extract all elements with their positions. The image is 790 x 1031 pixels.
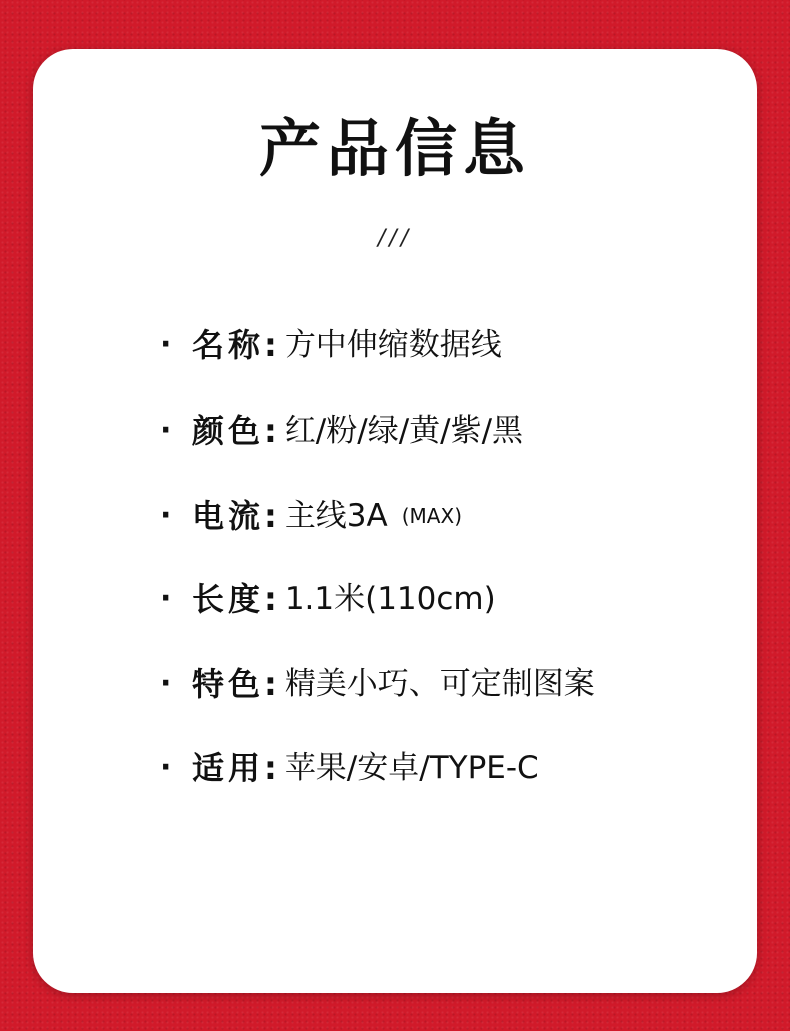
bullet: · (160, 581, 172, 616)
spec-row-feature (160, 659, 595, 709)
spec-row-color (160, 406, 523, 456)
spec-value: 苹果/安卓/TYPE-C (284, 749, 539, 786)
spec-label: 颜色: (192, 412, 281, 450)
bullet: · (160, 327, 172, 362)
spec-row-compatibility (160, 743, 539, 793)
spec-value: 主线3A (284, 497, 388, 534)
spec-label: 特色: (192, 665, 281, 703)
spec-row-length (160, 574, 496, 624)
page-title: 产品信息 (258, 112, 531, 185)
spec-row-current (160, 491, 462, 541)
spec-label: 长度: (192, 580, 281, 618)
spec-value: 方中伸缩数据线 (284, 326, 502, 363)
spec-label: 适用: (192, 749, 281, 787)
spec-value: 精美小巧、可定制图案 (284, 665, 595, 702)
title-decoration: /// (377, 226, 413, 251)
spec-label: 电流: (192, 497, 281, 535)
spec-row-name (160, 320, 502, 370)
bullet: · (160, 498, 172, 533)
spec-note: (MAX) (401, 504, 462, 528)
spec-value: 1.1米(110cm) (284, 580, 496, 617)
bullet: · (160, 750, 172, 785)
spec-value: 红/粉/绿/黄/紫/黑 (284, 412, 524, 449)
bullet: · (160, 413, 172, 448)
spec-label: 名称: (192, 326, 281, 364)
bullet: · (160, 666, 172, 701)
